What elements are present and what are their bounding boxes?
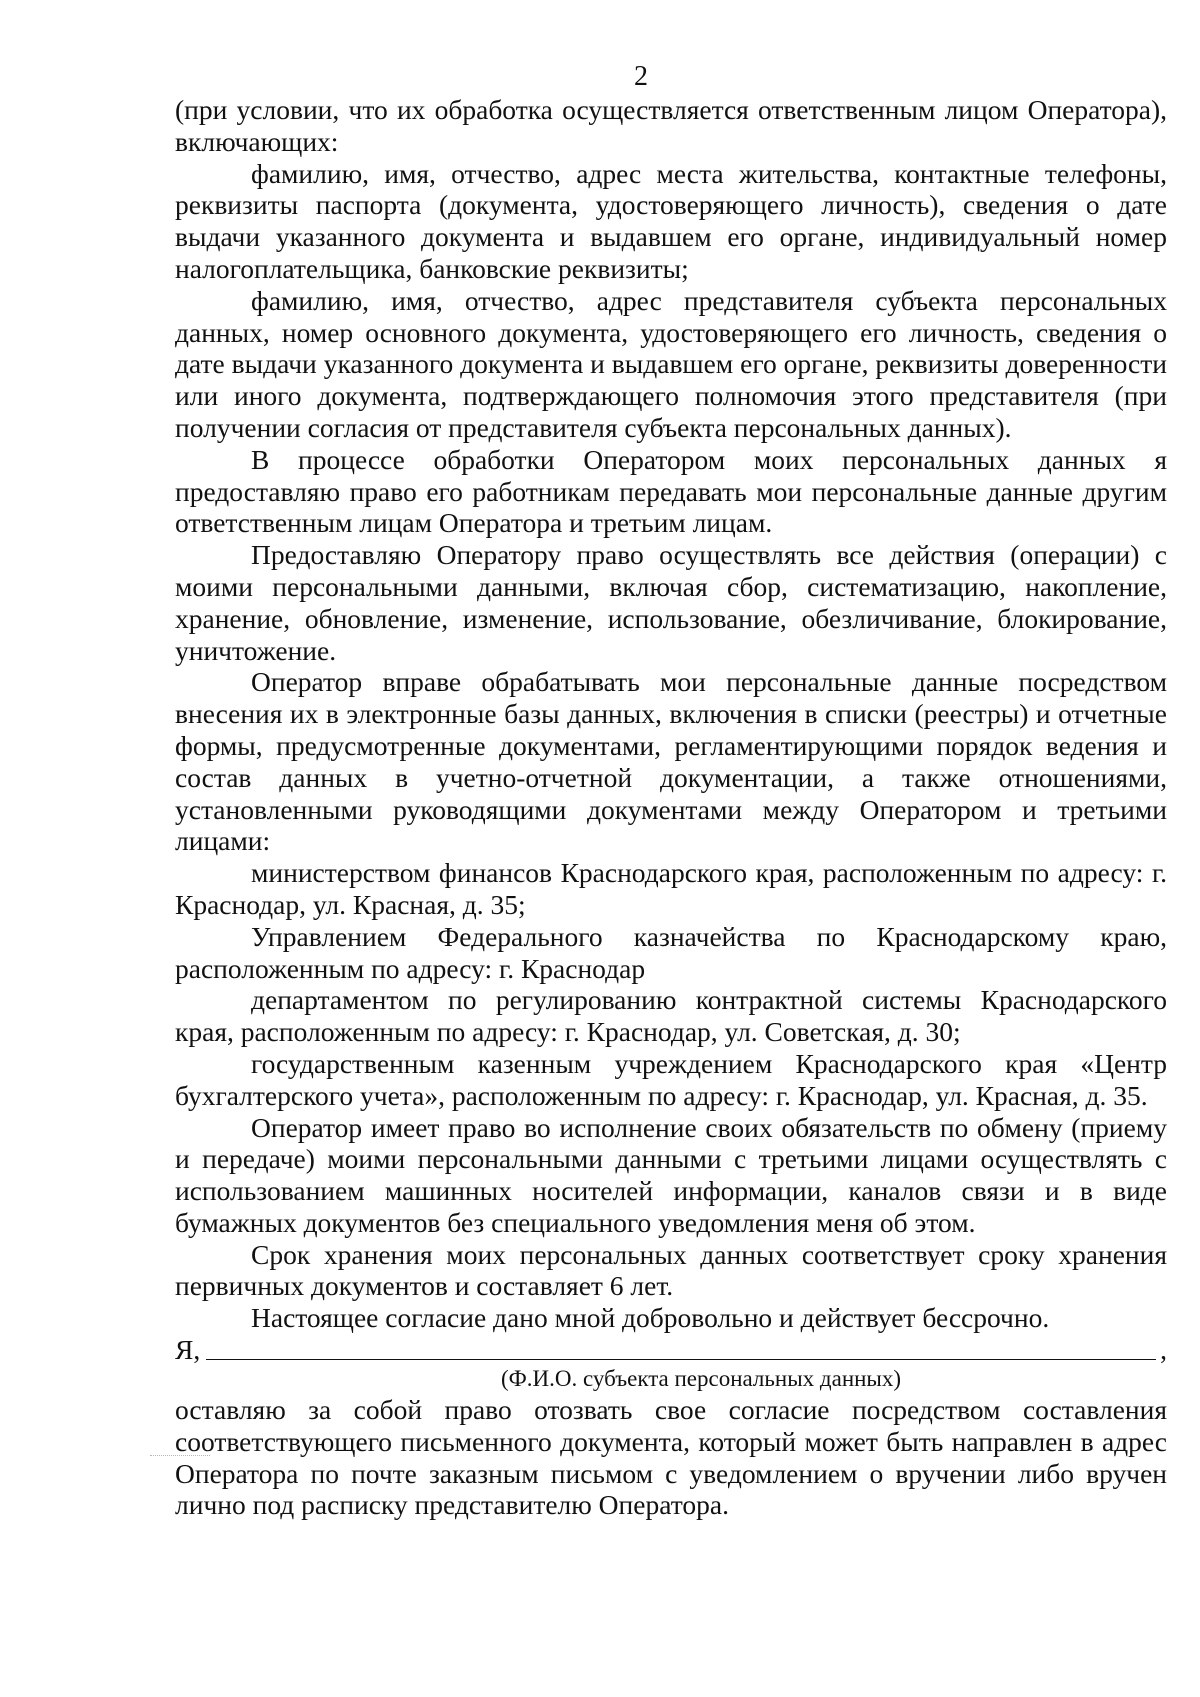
signature-row <box>175 1334 1167 1366</box>
paragraph-voluntary-consent: Настоящее согласие дано мной добровольно и действует бессрочно. <box>251 1302 1050 1334</box>
paragraph-representative-data: фамилию, имя, отчество, адрес представителя субъекта персональных данных, номер основного документа, удостоверяющего его личность, сведения о дате выдачи указанного документа и выдавшем его органе, реквизиты доверенности или иного документа, подтверждающего полномочия этого представителя (при получении согласия от представителя субъекта персональных данных). <box>175 284 1167 443</box>
scan-artifact <box>150 1455 210 1460</box>
paragraph-third-party-accounting: государственным казенным учреждением Краснодарского края «Центр бухгалтерского учета», расположенным по адресу: г. Краснодар, ул. Красная, д. 35. <box>175 1047 1167 1111</box>
paragraph-transfer-right: В процессе обработки Оператором моих персональных данных я предоставляю право его работникам передавать мои персональные данные другим ответственным лицам Оператора и третьим лицам. <box>175 443 1167 539</box>
paragraph-withdrawal: оставляю за собой право отозвать свое согласие посредством составления соответствующего письменного документа, который может быть направлен в адрес Оператора по почте заказным письмом с уведомлением о вручении либо вручен лично под расписку представителю Оператора. <box>175 1394 1167 1521</box>
paragraph-continuation: (при условии, что их обработка осуществляется ответственным лицом Оператора), включающих: <box>175 94 1167 157</box>
paragraph-third-party-treasury: Управлением Федерального казначейства по Краснодарскому краю, расположенным по адресу: г. Краснодар <box>175 920 1167 984</box>
paragraph-third-party-ministry: министерством финансов Краснодарского края, расположенным по адресу: г. Краснодар, ул. Красная, д. 35; <box>175 857 1167 920</box>
paragraph-subject-data: фамилию, имя, отчество, адрес места жительства, контактные телефоны, реквизиты паспорта (документа, удостоверяющего личность), сведения о дате выдачи указанного документа и выдавшем его органе, индивидуальный номер налогоплательщика, банковские реквизиты; <box>175 157 1167 284</box>
paragraph-exchange-means: Оператор имеет право во исполнение своих обязательств по обмену (приему и передаче) моими персональными данными с третьими лицами осуществлять с использованием машинных носителей информации, каналов связи и в виде бумажных документов без специального уведомления меня об этом. <box>175 1111 1167 1238</box>
paragraph-third-party-department: департаментом по регулированию контрактной системы Краснодарского края, расположенным по адресу: г. Краснодар, ул. Советская, д. 30; <box>175 984 1167 1048</box>
signature-prefix: Я, <box>175 1334 201 1366</box>
paragraph-storage-term: Срок хранения моих персональных данных соответствует сроку хранения первичных документов и составляет 6 лет. <box>175 1238 1167 1302</box>
signature-suffix: , <box>1160 1334 1167 1366</box>
paragraph-processing: Оператор вправе обрабатывать мои персональные данные посредством внесения их в электронные базы данных, включения в списки (реестры) и отчетные формы, предусмотренные документами, регламентирующими порядок ведения и состав данных в учетно-отчетной документации, а также отношениями, установленными руководящими документами между Оператором и третьими лицами: <box>175 666 1167 857</box>
signature-name-field[interactable] <box>206 1339 1156 1360</box>
signature-caption: (Ф.И.О. субъекта персональных данных) <box>500 1366 902 1392</box>
document-page <box>175 62 1167 1521</box>
paragraph-operations: Предоставляю Оператору право осуществлять все действия (операции) с моими персональными данными, включая сбор, систематизацию, накопление, хранение, обновление, изменение, использование, обезличивание, блокирование, уничтожение. <box>175 539 1167 666</box>
page-number: 2 <box>634 61 648 92</box>
